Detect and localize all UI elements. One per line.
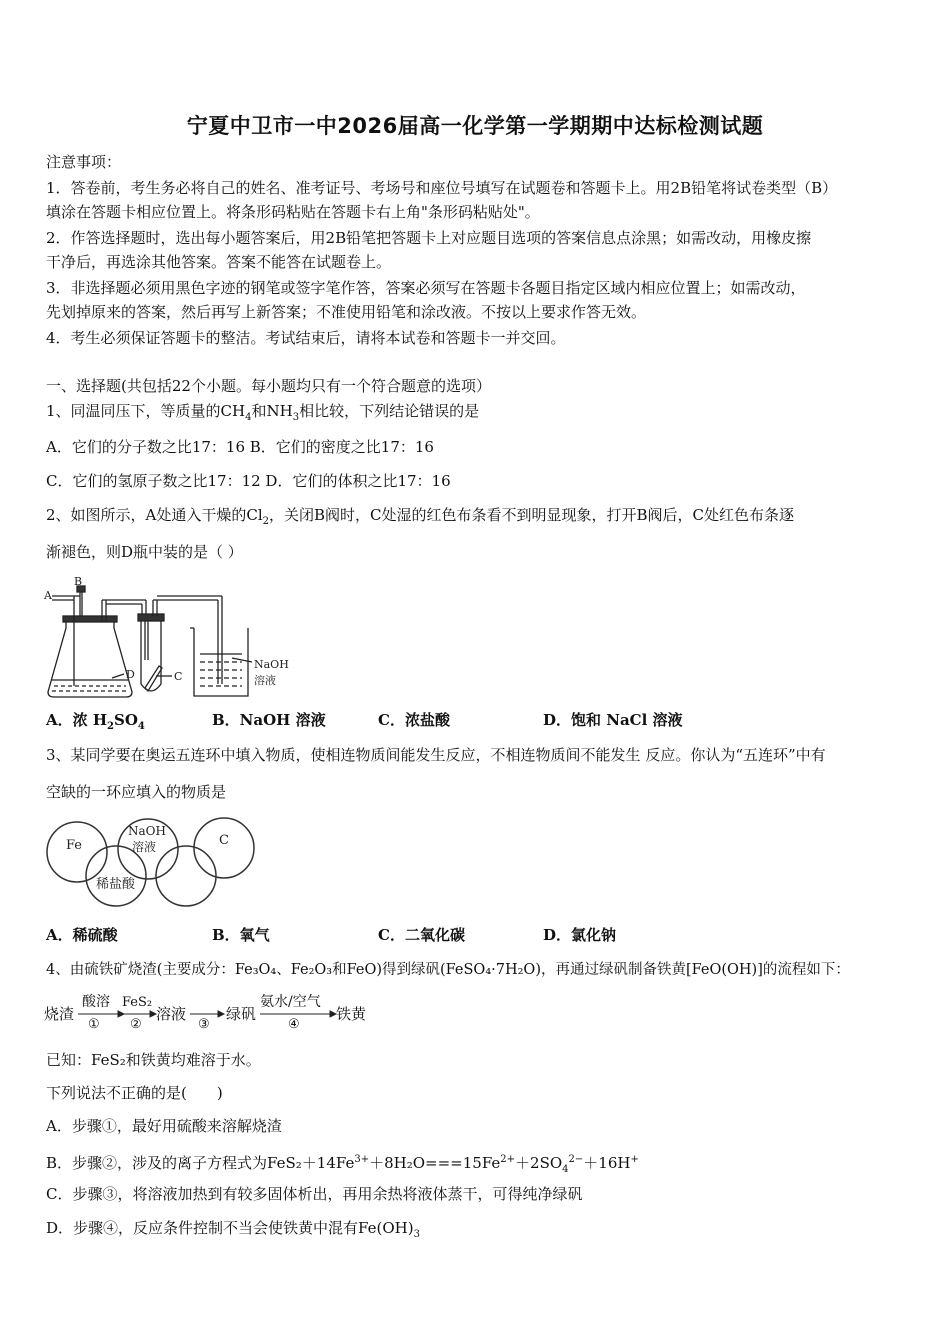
- ring-c-label: C: [219, 833, 229, 848]
- q2-option-b: B．NaOH 溶液: [212, 711, 326, 729]
- q2-option-a: A．浓 $H_2SO_4$: [46, 711, 145, 732]
- flow-ironyellow: 铁黄: [336, 1005, 367, 1023]
- notice-item-1b: 填涂在答题卡相应位置上。将条形码粘贴在答题卡右上角"条形码粘贴处"。: [46, 203, 540, 221]
- apparatus-figure: [44, 576, 294, 702]
- q2-stem: 2、如图所示，A处通入干燥的$Cl_2$，关闭B阀时，C处湿的红色布条看不到明显现象，打开B阀后，C处红色布条逐: [46, 506, 795, 527]
- label-c: C: [174, 670, 183, 683]
- flow-step3: ③: [198, 1017, 210, 1032]
- label-naoh: NaOH: [254, 658, 289, 671]
- q1-options-ab: A．它们的分子数之比17：16 B．它们的密度之比17：16: [46, 438, 434, 456]
- notice-item-4: 4．考生必须保证答题卡的整洁。考试结束后，请将本试卷和答题卡一并交回。: [46, 329, 566, 347]
- ring-fe-label: Fe: [66, 838, 83, 853]
- ring-naoh-label: NaOH: [128, 824, 166, 838]
- q3-stem: 3、某同学要在奥运五连环中填入物质，使相连物质间能发生反应，不相连物质间不能发生 反应。你认为“五连环”中有: [46, 746, 826, 764]
- flow-ammonia: 氨水/空气: [260, 994, 321, 1010]
- page-title: 宁夏中卫市一中2026届高一化学第一学期期中达标检测试题: [186, 114, 764, 138]
- q2-option-d: D．饱和 NaCl 溶液: [543, 711, 683, 729]
- ring-solution-label: 溶液: [132, 840, 157, 854]
- q4-stem: 4、由硫铁矿烧渣(主要成分：Fe₃O₄、Fe₂O₃和FeO)得到绿矾(FeSO₄·7H₂O)，再通过绿矾制备铁黄[FeO(OH)]的流程如下：: [46, 962, 850, 978]
- q3-option-d: D．氯化钠: [543, 926, 617, 944]
- q4-option-b: B．步骤②，涉及的离子方程式为$FeS_2+14Fe^{3+}+8H_2O===15Fe^{2+}+2SO_4^{2-}+16H^+$: [46, 1154, 639, 1175]
- q4-option-c: C．步骤③，将溶液加热到有较多固体析出，再用余热将液体蒸干，可得纯净绿矾: [46, 1185, 583, 1203]
- ring-c: [194, 818, 254, 878]
- label-b: B: [74, 576, 83, 588]
- ring-empty: [156, 846, 216, 906]
- notice-item-2a: 2．作答选择题时，选出每小题答案后，用2B铅笔把答题卡上对应题目选项的答案信息点涂黑；如需改动，用橡皮擦: [46, 229, 812, 247]
- label-solution: 溶液: [254, 674, 276, 687]
- q2-option-c: C．浓盐酸: [378, 711, 450, 729]
- flow-vitriol: 绿矾: [226, 1005, 257, 1023]
- q4-option-d: D．步骤④，反应条件控制不当会使铁黄中混有$Fe(OH)_3$: [46, 1219, 420, 1240]
- q3-stem-cont: 空缺的一环应填入的物质是: [46, 783, 227, 801]
- q2-stem-cont: 渐褪色，则D瓶中装的是（ ）: [46, 543, 243, 561]
- label-d: D: [126, 668, 135, 681]
- flow-fes2: FeS₂: [122, 995, 153, 1010]
- q3-option-b: B．氧气: [212, 926, 270, 944]
- notice-item-3a: 3．非选择题必须用黑色字迹的钢笔或签字笔作答，答案必须写在答题卡各题目指定区域内相应位置上；如需改动，: [46, 279, 806, 297]
- flow-step4: ④: [288, 1017, 300, 1032]
- section-heading: 一、选择题(共包括22个小题。每小题均只有一个符合题意的选项）: [46, 377, 491, 395]
- process-flow: [44, 984, 384, 1034]
- notice-item-3b: 先划掉原来的答案，然后再写上新答案；不准使用铅笔和涂改液。不按以上要求作答无效。: [46, 303, 647, 321]
- q4-ask: 下列说法不正确的是( ): [46, 1084, 223, 1102]
- q4-option-a: A．步骤①，最好用硫酸来溶解烧渣: [46, 1117, 282, 1135]
- flow-slag: 烧渣: [44, 1005, 75, 1023]
- label-a: A: [44, 589, 52, 602]
- q1-stem: 1、同温同压下，等质量的$CH_4$和$NH_3$相比较，下列结论错误的是: [46, 402, 480, 423]
- q4-known: 已知：FeS₂和铁黄均难溶于水。: [46, 1051, 261, 1069]
- q1-options-cd: C．它们的氢原子数之比17：12 D．它们的体积之比17：16: [46, 472, 451, 490]
- flow-step1: ①: [88, 1017, 100, 1032]
- ring-hcl-label: 稀盐酸: [96, 877, 136, 892]
- flow-acid: 酸溶: [82, 994, 110, 1010]
- flow-solution: 溶液: [156, 1005, 187, 1023]
- flow-step2: ②: [130, 1017, 142, 1032]
- five-rings-figure: [44, 812, 284, 912]
- notice-heading: 注意事项：: [46, 153, 122, 171]
- notice-item-2b: 干净后，再选涂其他答案。答案不能答在试题卷上。: [46, 253, 392, 271]
- notice-item-1a: 1．答卷前，考生务必将自己的姓名、准考证号、考场号和座位号填写在试题卷和答题卡上。用2B铅笔将试卷类型（B）: [46, 179, 838, 197]
- q3-option-a: A．稀硫酸: [46, 926, 118, 944]
- q3-option-c: C．二氧化碳: [378, 926, 465, 944]
